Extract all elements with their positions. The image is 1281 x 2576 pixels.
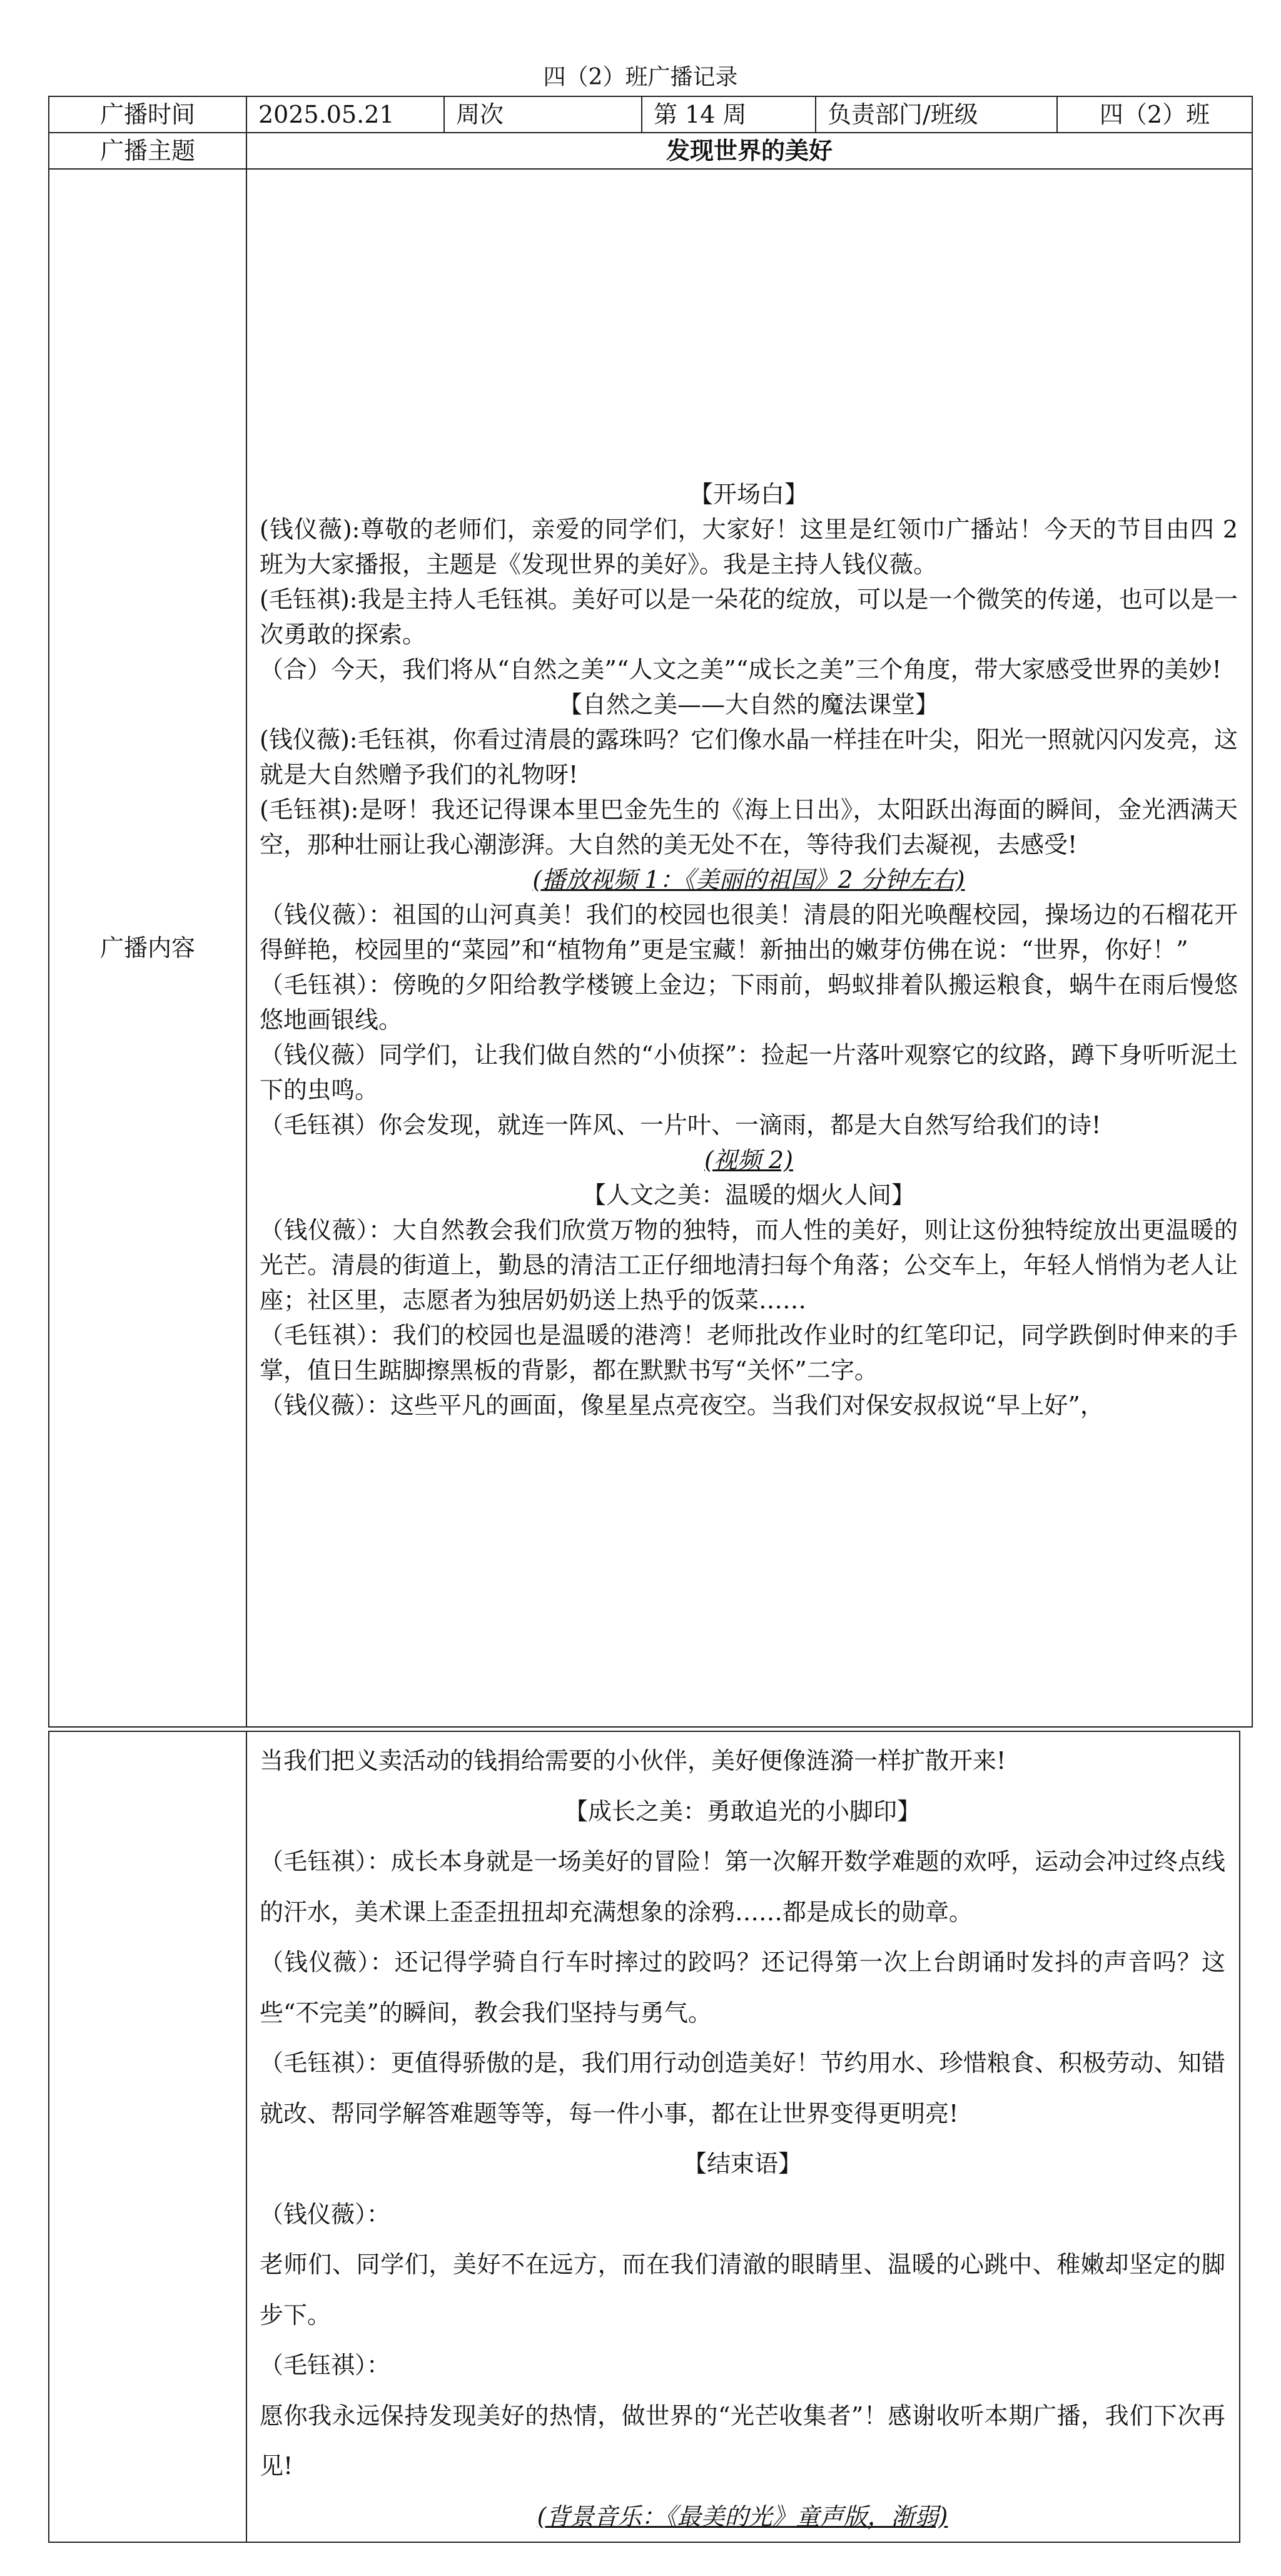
dialogue-paragraph: （毛钰祺）你会发现，就连一阵风、一片叶、一滴雨，都是大自然写给我们的诗! [260,1111,1101,1139]
dept-value: 四（2）班 [1057,96,1252,133]
week-value: 第 14 周 [642,96,816,133]
video-note-2 [260,1143,1238,1178]
dialogue-paragraph: （合）今天，我们将从“自然之美”“人文之美”“成长之美”三个角度，带大家感受世界的美妙! [260,656,1222,683]
time-value: 2025.05.21 [246,96,444,133]
section-heading-closing: 【结束语】 [682,2150,802,2177]
video-note-2-text: (视频 2) [704,1146,793,1174]
theme-row [49,133,1252,169]
speaker-line: （钱仪薇）： [260,2200,391,2228]
week-label: 周次 [444,96,642,133]
broadcast-record-table-continued [48,1731,1240,2543]
dialogue-paragraph: （钱仪薇）：还记得学骑自行车时摔过的跤吗？还记得第一次上台朗诵时发抖的声音吗？这些“不完美”的瞬间，教会我们坚持与勇气。 [260,1948,1225,2027]
dialogue-paragraph: （毛钰祺）：我们的校园也是温暖的港湾！老师批改作业时的红笔印记，同学跌倒时伸来的手掌，值日生踮脚擦黑板的背影，都在默默书写“关怀”二字。 [260,1321,1238,1384]
music-note [260,2492,1225,2542]
broadcast-record-table [48,96,1253,1728]
section-heading-humanity: 【人文之美：温暖的烟火人间】 [582,1181,915,1209]
dialogue-paragraph: （钱仪薇）：这些平凡的画面，像星星点亮夜空。当我们对保安叔叔说“早上好”， [260,1392,1104,1419]
dialogue-paragraph: (毛钰祺):我是主持人毛钰祺。美好可以是一朵花的绽放，可以是一个微笑的传递，也可以是一次勇敢的探索。 [260,586,1238,648]
video-note-1 [260,862,1238,897]
time-label: 广播时间 [49,96,246,133]
dialogue-paragraph: 当我们把义卖活动的钱捐给需要的小伙伴，美好便像涟漪一样扩散开来! [260,1747,1006,1774]
music-note-text: (背景音乐：《最美的光》童声版，渐弱) [537,2502,948,2530]
content-label: 广播内容 [49,169,246,1727]
dialogue-paragraph: （毛钰祺）：成长本身就是一场美好的冒险！第一次解开数学难题的欢呼，运动会冲过终点线的汗水，美术课上歪歪扭扭却充满想象的涂鸦……都是成长的勋章。 [260,1848,1225,1926]
dialogue-paragraph: （钱仪薇）：祖国的山河真美！我们的校园也很美！清晨的阳光唤醒校园，操场边的石榴花开得鲜艳，校园里的“菜园”和“植物角”更是宝藏！新抽出的嫩芽仿佛在说：“世界，你好！” [260,901,1238,964]
section-heading-growth: 【成长之美：勇敢追光的小脚印】 [564,1797,921,1825]
dept-label: 负责部门/班级 [816,96,1057,133]
dialogue-paragraph: （钱仪薇）：大自然教会我们欣赏万物的独特，而人性的美好，则让这份独特绽放出更温暖的光芒。清晨的街道上，勤恳的清洁工正仔细地清扫每个角落；公交车上，年轻人悄悄为老人让座；社区里，志愿者为独居奶奶送上热乎的饭菜…… [260,1216,1238,1314]
speaker-line: （毛钰祺）： [260,2351,391,2379]
video-note-1-text: (播放视频 1：《美丽的祖国》2 分钟左右) [532,866,965,893]
dialogue-paragraph: （钱仪薇）同学们，让我们做自然的“小侦探”：捡起一片落叶观察它的纹路，蹲下身听听泥土下的虫鸣。 [260,1041,1238,1104]
theme-label: 广播主题 [49,133,246,169]
content-row [49,169,1252,1727]
section-heading-opening: 【开场白】 [689,481,808,508]
theme-value: 发现世界的美好 [246,133,1252,169]
content-cell-page1 [246,169,1252,1727]
dialogue-paragraph: (钱仪薇):毛钰祺，你看过清晨的露珠吗？它们像水晶一样挂在叶尖，阳光一照就闪闪发亮，这就是大自然赠予我们的礼物呀! [260,726,1238,788]
content-label-empty [49,1731,246,2542]
dialogue-paragraph: (钱仪薇):尊敬的老师们，亲爱的同学们，大家好！这里是红领巾广播站！今天的节目由四 2 班为大家播报，主题是《发现世界的美好》。我是主持人钱仪薇。 [260,516,1238,578]
dialogue-paragraph: 老师们、同学们，美好不在远方，而在我们清澈的眼睛里、温暖的心跳中、稚嫩却坚定的脚步下。 [260,2251,1225,2329]
dialogue-paragraph: （毛钰祺）：傍晚的夕阳给教学楼镀上金边；下雨前，蚂蚁排着队搬运粮食，蜗牛在雨后慢悠悠地画银线。 [260,971,1238,1034]
content-cell-page2 [246,1731,1240,2542]
info-row [49,96,1252,133]
section-heading-nature: 【自然之美——大自然的魔法课堂】 [558,691,939,718]
content-row-continued [49,1731,1240,2542]
dialogue-paragraph: (毛钰祺):是呀！我还记得课本里巴金先生的《海上日出》，太阳跃出海面的瞬间，金光洒满天空，那种壮丽让我心潮澎湃。大自然的美无处不在，等待我们去凝视，去感受! [260,796,1238,858]
document-title: 四（2）班广播记录 [543,64,738,90]
dialogue-paragraph: （毛钰祺）：更值得骄傲的是，我们用行动创造美好！节约用水、珍惜粮食、积极劳动、知错就改、帮同学解答难题等等，每一件小事，都在让世界变得更明亮! [260,2049,1225,2127]
dialogue-paragraph: 愿你我永远保持发现美好的热情，做世界的“光芒收集者”！感谢收听本期广播，我们下次再见! [260,2401,1225,2480]
